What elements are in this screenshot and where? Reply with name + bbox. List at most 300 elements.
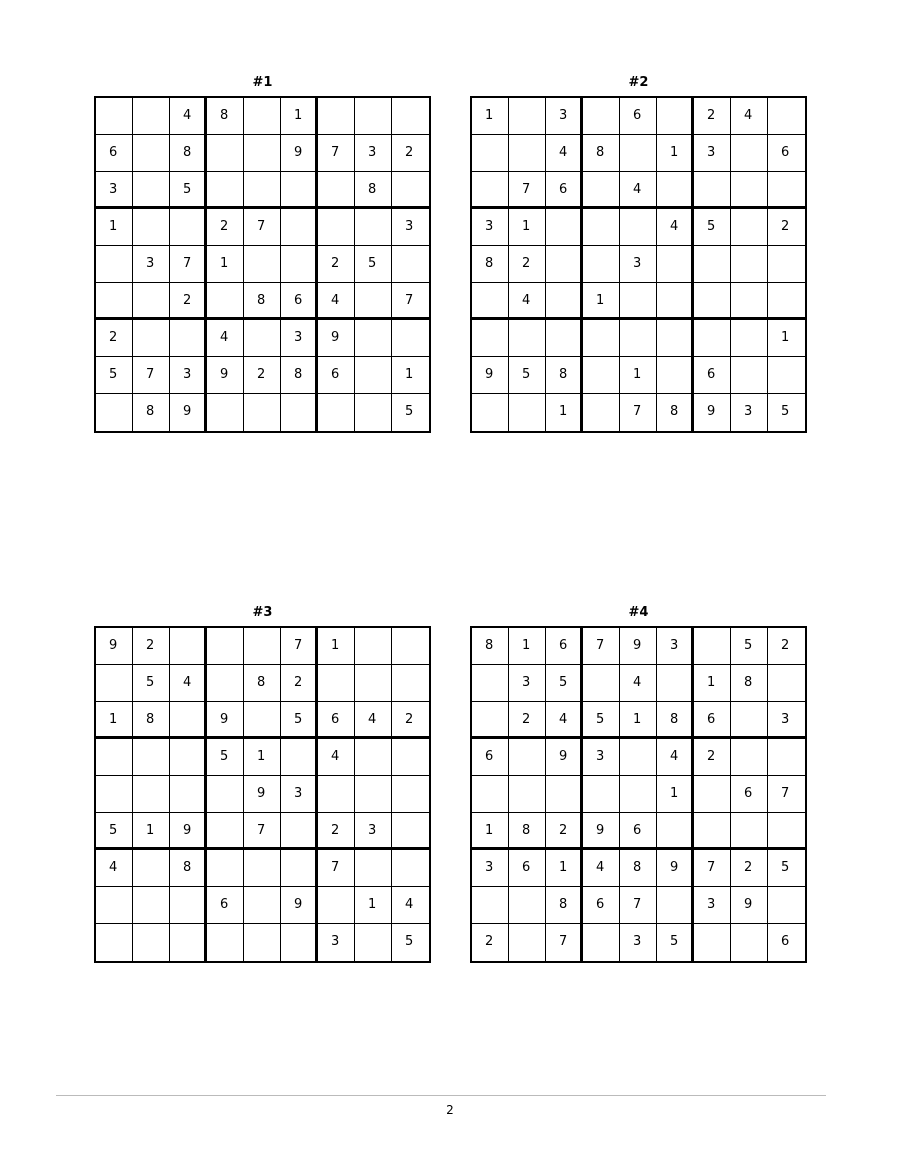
sudoku-cell: 9	[96, 628, 133, 665]
sudoku-cell: 2	[207, 209, 244, 246]
sudoku-cell	[472, 665, 509, 702]
sudoku-cell	[768, 246, 805, 283]
sudoku-cell	[392, 98, 429, 135]
sudoku-cell	[768, 813, 805, 850]
sudoku-cell: 1	[472, 813, 509, 850]
sudoku-cell: 1	[96, 702, 133, 739]
sudoku-cell: 8	[657, 394, 694, 431]
sudoku-cell	[694, 320, 731, 357]
sudoku-cell: 3	[281, 320, 318, 357]
sudoku-cell: 2	[96, 320, 133, 357]
sudoku-cell: 7	[509, 172, 546, 209]
sudoku-puzzle-4	[470, 605, 807, 963]
sudoku-cell	[355, 209, 392, 246]
sudoku-cell: 9	[281, 887, 318, 924]
sudoku-cell: 2	[318, 813, 355, 850]
sudoku-cell	[170, 887, 207, 924]
sudoku-cell: 8	[509, 813, 546, 850]
sudoku-cell	[96, 283, 133, 320]
sudoku-cell: 5	[207, 739, 244, 776]
sudoku-cell	[509, 887, 546, 924]
sudoku-cell: 4	[207, 320, 244, 357]
sudoku-cell	[392, 850, 429, 887]
sudoku-cell: 4	[170, 98, 207, 135]
puzzle-title: #1	[252, 75, 273, 90]
sudoku-cell: 3	[546, 98, 583, 135]
sudoku-cell: 1	[281, 98, 318, 135]
sudoku-cell: 1	[657, 135, 694, 172]
sudoku-cell: 9	[694, 394, 731, 431]
sudoku-cell: 3	[472, 209, 509, 246]
sudoku-cell	[472, 135, 509, 172]
sudoku-cell: 6	[546, 628, 583, 665]
sudoku-cell: 6	[207, 887, 244, 924]
sudoku-cell: 4	[657, 209, 694, 246]
sudoku-cell: 4	[96, 850, 133, 887]
sudoku-cell	[244, 135, 281, 172]
sudoku-cell	[281, 739, 318, 776]
sudoku-cell	[657, 887, 694, 924]
sudoku-cell	[207, 628, 244, 665]
sudoku-cell	[318, 172, 355, 209]
sudoku-cell: 6	[281, 283, 318, 320]
sudoku-cell	[392, 776, 429, 813]
sudoku-cell: 3	[509, 665, 546, 702]
sudoku-cell: 3	[694, 887, 731, 924]
sudoku-cell: 4	[509, 283, 546, 320]
sudoku-cell	[694, 776, 731, 813]
sudoku-cell: 9	[546, 739, 583, 776]
sudoku-cell: 6	[96, 135, 133, 172]
sudoku-cell	[133, 135, 170, 172]
sudoku-cell: 9	[170, 394, 207, 431]
sudoku-cell: 6	[546, 172, 583, 209]
sudoku-cell	[768, 739, 805, 776]
sudoku-cell	[318, 887, 355, 924]
sudoku-cell	[509, 98, 546, 135]
sudoku-cell: 2	[509, 246, 546, 283]
sudoku-cell	[472, 776, 509, 813]
puzzle-title: #3	[252, 605, 273, 620]
sudoku-cell	[731, 813, 768, 850]
sudoku-cell	[392, 665, 429, 702]
sudoku-cell: 3	[96, 172, 133, 209]
footer-divider	[56, 1095, 826, 1096]
sudoku-cell	[472, 887, 509, 924]
sudoku-cell	[244, 850, 281, 887]
sudoku-cell: 3	[620, 246, 657, 283]
sudoku-cell	[170, 320, 207, 357]
sudoku-cell	[657, 283, 694, 320]
sudoku-cell	[170, 776, 207, 813]
sudoku-cell	[318, 209, 355, 246]
sudoku-cell	[768, 887, 805, 924]
sudoku-cell	[546, 209, 583, 246]
sudoku-cell: 2	[392, 702, 429, 739]
sudoku-cell	[355, 924, 392, 961]
sudoku-cell	[509, 320, 546, 357]
sudoku-cell	[583, 246, 620, 283]
sudoku-cell	[472, 394, 509, 431]
sudoku-cell: 7	[281, 628, 318, 665]
sudoku-cell: 2	[768, 628, 805, 665]
sudoku-cell: 9	[207, 357, 244, 394]
sudoku-cell	[694, 628, 731, 665]
sudoku-cell: 6	[583, 887, 620, 924]
sudoku-cell: 5	[768, 850, 805, 887]
sudoku-cell	[207, 850, 244, 887]
sudoku-cell	[694, 924, 731, 961]
sudoku-cell: 2	[170, 283, 207, 320]
sudoku-cell: 5	[133, 665, 170, 702]
sudoku-cell: 1	[472, 98, 509, 135]
sudoku-cell: 8	[355, 172, 392, 209]
sudoku-cell	[133, 283, 170, 320]
sudoku-cell	[472, 283, 509, 320]
sudoku-cell	[96, 739, 133, 776]
sudoku-cell: 5	[355, 246, 392, 283]
sudoku-cell: 6	[318, 357, 355, 394]
sudoku-cell	[96, 924, 133, 961]
sudoku-cell	[509, 924, 546, 961]
sudoku-cell: 2	[133, 628, 170, 665]
sudoku-cell	[96, 394, 133, 431]
sudoku-cell	[583, 98, 620, 135]
sudoku-cell: 9	[620, 628, 657, 665]
sudoku-cell	[657, 246, 694, 283]
sudoku-cell	[583, 357, 620, 394]
sudoku-cell	[509, 135, 546, 172]
sudoku-cell: 3	[694, 135, 731, 172]
sudoku-cell: 8	[472, 628, 509, 665]
sudoku-cell: 1	[768, 320, 805, 357]
sudoku-cell: 1	[96, 209, 133, 246]
sudoku-cell: 8	[133, 394, 170, 431]
sudoku-cell: 4	[392, 887, 429, 924]
sudoku-cell	[546, 283, 583, 320]
sudoku-cell: 6	[509, 850, 546, 887]
sudoku-cell: 9	[207, 702, 244, 739]
sudoku-cell	[355, 320, 392, 357]
sudoku-cell: 7	[133, 357, 170, 394]
sudoku-cell: 4	[318, 283, 355, 320]
sudoku-cell: 2	[281, 665, 318, 702]
sudoku-cell	[355, 776, 392, 813]
sudoku-cell	[244, 394, 281, 431]
sudoku-cell: 7	[694, 850, 731, 887]
sudoku-cell: 4	[318, 739, 355, 776]
sudoku-cell: 4	[355, 702, 392, 739]
sudoku-cell	[207, 283, 244, 320]
sudoku-cell: 9	[472, 357, 509, 394]
sudoku-cell: 2	[731, 850, 768, 887]
sudoku-cell: 3	[318, 924, 355, 961]
sudoku-cell	[768, 665, 805, 702]
sudoku-cell: 4	[657, 739, 694, 776]
sudoku-cell: 5	[546, 665, 583, 702]
sudoku-cell: 1	[546, 850, 583, 887]
sudoku-cell	[731, 357, 768, 394]
sudoku-grid	[94, 96, 431, 433]
sudoku-cell	[244, 320, 281, 357]
sudoku-cell	[392, 172, 429, 209]
sudoku-cell	[133, 739, 170, 776]
sudoku-cell	[207, 924, 244, 961]
sudoku-cell: 6	[781, 934, 790, 949]
sudoku-cell	[244, 924, 281, 961]
sudoku-cell: 6	[694, 357, 731, 394]
sudoku-cell	[281, 850, 318, 887]
sudoku-cell: 3	[355, 135, 392, 172]
sudoku-cell	[768, 283, 805, 320]
sudoku-puzzle-1	[94, 75, 431, 433]
sudoku-cell	[355, 283, 392, 320]
sudoku-cell	[694, 813, 731, 850]
sudoku-cell: 8	[546, 887, 583, 924]
sudoku-cell	[657, 320, 694, 357]
sudoku-cell	[731, 283, 768, 320]
sudoku-cell: 6	[472, 739, 509, 776]
sudoku-cell	[96, 665, 133, 702]
sudoku-cell: 5	[583, 702, 620, 739]
sudoku-cell: 9	[583, 813, 620, 850]
sudoku-cell	[207, 172, 244, 209]
sudoku-cell	[731, 172, 768, 209]
sudoku-grid	[470, 96, 807, 433]
sudoku-cell: 8	[170, 850, 207, 887]
sudoku-cell: 1	[657, 776, 694, 813]
sudoku-cell: 8	[731, 665, 768, 702]
sudoku-cell: 6	[694, 702, 731, 739]
sudoku-cell: 1	[355, 887, 392, 924]
sudoku-cell	[281, 209, 318, 246]
sudoku-cell	[318, 665, 355, 702]
sudoku-cell: 5	[509, 357, 546, 394]
sudoku-cell	[620, 209, 657, 246]
sudoku-cell: 8	[657, 702, 694, 739]
sudoku-cell	[472, 320, 509, 357]
sudoku-cell: 8	[620, 850, 657, 887]
sudoku-cell: 9	[731, 887, 768, 924]
sudoku-cell: 7	[583, 628, 620, 665]
sudoku-cell	[207, 813, 244, 850]
sudoku-cell	[207, 394, 244, 431]
sudoku-cell	[355, 98, 392, 135]
sudoku-cell: 8	[207, 98, 244, 135]
sudoku-cell: 8	[244, 665, 281, 702]
sudoku-cell	[355, 665, 392, 702]
sudoku-cell: 3	[657, 628, 694, 665]
sudoku-cell	[392, 813, 429, 850]
sudoku-cell: 2	[546, 813, 583, 850]
sudoku-cell	[96, 246, 133, 283]
sudoku-cell: 2	[694, 739, 731, 776]
sudoku-cell	[133, 924, 170, 961]
sudoku-cell	[731, 135, 768, 172]
sudoku-cell	[318, 776, 355, 813]
sudoku-cell: 3	[355, 813, 392, 850]
sudoku-cell	[731, 209, 768, 246]
sudoku-cell: 1	[620, 357, 657, 394]
sudoku-cell	[694, 283, 731, 320]
sudoku-cell: 8	[583, 135, 620, 172]
sudoku-cell	[244, 98, 281, 135]
sudoku-cell: 7	[546, 924, 583, 961]
sudoku-cell: 1	[133, 813, 170, 850]
sudoku-cell	[657, 172, 694, 209]
sudoku-cell: 5	[96, 357, 133, 394]
sudoku-cell	[583, 209, 620, 246]
sudoku-cell	[657, 665, 694, 702]
sudoku-cell: 8	[281, 357, 318, 394]
sudoku-cell: 4	[583, 850, 620, 887]
sudoku-cell: 3	[620, 924, 657, 961]
sudoku-cell: 5	[781, 404, 790, 419]
sudoku-cell	[96, 887, 133, 924]
sudoku-cell: 9	[281, 135, 318, 172]
sudoku-cell	[207, 665, 244, 702]
sudoku-cell: 3	[392, 209, 429, 246]
sudoku-cell	[583, 665, 620, 702]
sudoku-cell: 3	[133, 246, 170, 283]
sudoku-cell: 4	[546, 702, 583, 739]
sudoku-cell	[731, 246, 768, 283]
sudoku-cell: 8	[133, 702, 170, 739]
sudoku-puzzle-3	[94, 605, 431, 963]
sudoku-cell	[731, 702, 768, 739]
sudoku-cell	[583, 776, 620, 813]
sudoku-cell: 5	[731, 628, 768, 665]
sudoku-cell	[620, 283, 657, 320]
sudoku-cell: 4	[620, 665, 657, 702]
sudoku-cell	[133, 209, 170, 246]
sudoku-cell: 1	[583, 283, 620, 320]
sudoku-cell: 7	[392, 283, 429, 320]
sudoku-cell	[133, 776, 170, 813]
sudoku-cell: 2	[509, 702, 546, 739]
sudoku-grid	[94, 626, 431, 963]
sudoku-cell: 7	[318, 135, 355, 172]
sudoku-cell	[583, 172, 620, 209]
sudoku-cell	[620, 135, 657, 172]
sudoku-cell	[281, 172, 318, 209]
sudoku-cell: 9	[170, 813, 207, 850]
sudoku-cell: 6	[620, 813, 657, 850]
sudoku-cell	[207, 135, 244, 172]
sudoku-cell	[207, 776, 244, 813]
sudoku-cell	[583, 394, 620, 431]
sudoku-cell: 1	[546, 394, 583, 431]
sudoku-cell: 7	[620, 887, 657, 924]
sudoku-cell: 3	[731, 394, 768, 431]
puzzle-title: #4	[628, 605, 649, 620]
sudoku-cell: 5	[405, 934, 414, 949]
sudoku-cell	[96, 98, 133, 135]
sudoku-cell	[133, 887, 170, 924]
sudoku-cell	[281, 246, 318, 283]
sudoku-cell: 5	[281, 702, 318, 739]
sudoku-cell	[472, 702, 509, 739]
sudoku-cell	[657, 98, 694, 135]
sudoku-cell	[694, 172, 731, 209]
sudoku-cell: 4	[620, 172, 657, 209]
sudoku-cell	[355, 850, 392, 887]
sudoku-cell	[392, 739, 429, 776]
sudoku-cell	[133, 98, 170, 135]
sudoku-cell	[170, 209, 207, 246]
sudoku-cell	[509, 776, 546, 813]
sudoku-cell	[318, 98, 355, 135]
sudoku-cell: 6	[620, 98, 657, 135]
sudoku-cell	[620, 320, 657, 357]
page-number: 2	[446, 1103, 454, 1117]
sudoku-puzzle-2	[470, 75, 807, 433]
sudoku-cell: 2	[244, 357, 281, 394]
sudoku-cell	[170, 924, 207, 961]
sudoku-cell: 1	[244, 739, 281, 776]
sudoku-cell: 8	[170, 135, 207, 172]
sudoku-cell	[768, 98, 805, 135]
sudoku-cell	[281, 394, 318, 431]
sudoku-cell: 3	[768, 702, 805, 739]
sudoku-cell: 1	[318, 628, 355, 665]
sudoku-cell: 7	[244, 813, 281, 850]
sudoku-cell: 8	[244, 283, 281, 320]
sudoku-cell	[583, 320, 620, 357]
sudoku-cell	[546, 246, 583, 283]
sudoku-cell: 8	[472, 246, 509, 283]
sudoku-cell: 6	[768, 135, 805, 172]
sudoku-cell	[620, 739, 657, 776]
sudoku-cell: 3	[281, 776, 318, 813]
sudoku-cell	[170, 628, 207, 665]
sudoku-cell	[244, 246, 281, 283]
sudoku-cell: 1	[509, 209, 546, 246]
sudoku-cell	[731, 320, 768, 357]
sudoku-cell: 1	[392, 357, 429, 394]
sudoku-cell: 5	[96, 813, 133, 850]
sudoku-cell: 5	[405, 404, 414, 419]
sudoku-cell	[244, 702, 281, 739]
sudoku-cell: 5	[170, 172, 207, 209]
sudoku-cell	[392, 320, 429, 357]
sudoku-cell	[170, 702, 207, 739]
sudoku-cell: 2	[392, 135, 429, 172]
sudoku-cell: 1	[694, 665, 731, 702]
sudoku-cell	[657, 813, 694, 850]
sudoku-cell	[694, 246, 731, 283]
sudoku-cell: 9	[244, 776, 281, 813]
sudoku-cell	[472, 172, 509, 209]
sudoku-cell: 7	[244, 209, 281, 246]
sudoku-cell: 7	[318, 850, 355, 887]
sudoku-cell: 8	[546, 357, 583, 394]
sudoku-cell	[768, 172, 805, 209]
sudoku-cell: 1	[207, 246, 244, 283]
sudoku-cell: 3	[583, 739, 620, 776]
sudoku-cell: 1	[509, 628, 546, 665]
sudoku-cell	[583, 924, 620, 961]
sudoku-cell	[96, 776, 133, 813]
sudoku-cell: 5	[657, 924, 694, 961]
puzzle-title: #2	[628, 75, 649, 90]
sudoku-cell	[392, 246, 429, 283]
sudoku-cell	[244, 172, 281, 209]
sudoku-cell	[546, 320, 583, 357]
sudoku-cell	[318, 394, 355, 431]
sudoku-cell: 6	[731, 776, 768, 813]
sudoku-cell: 2	[694, 98, 731, 135]
